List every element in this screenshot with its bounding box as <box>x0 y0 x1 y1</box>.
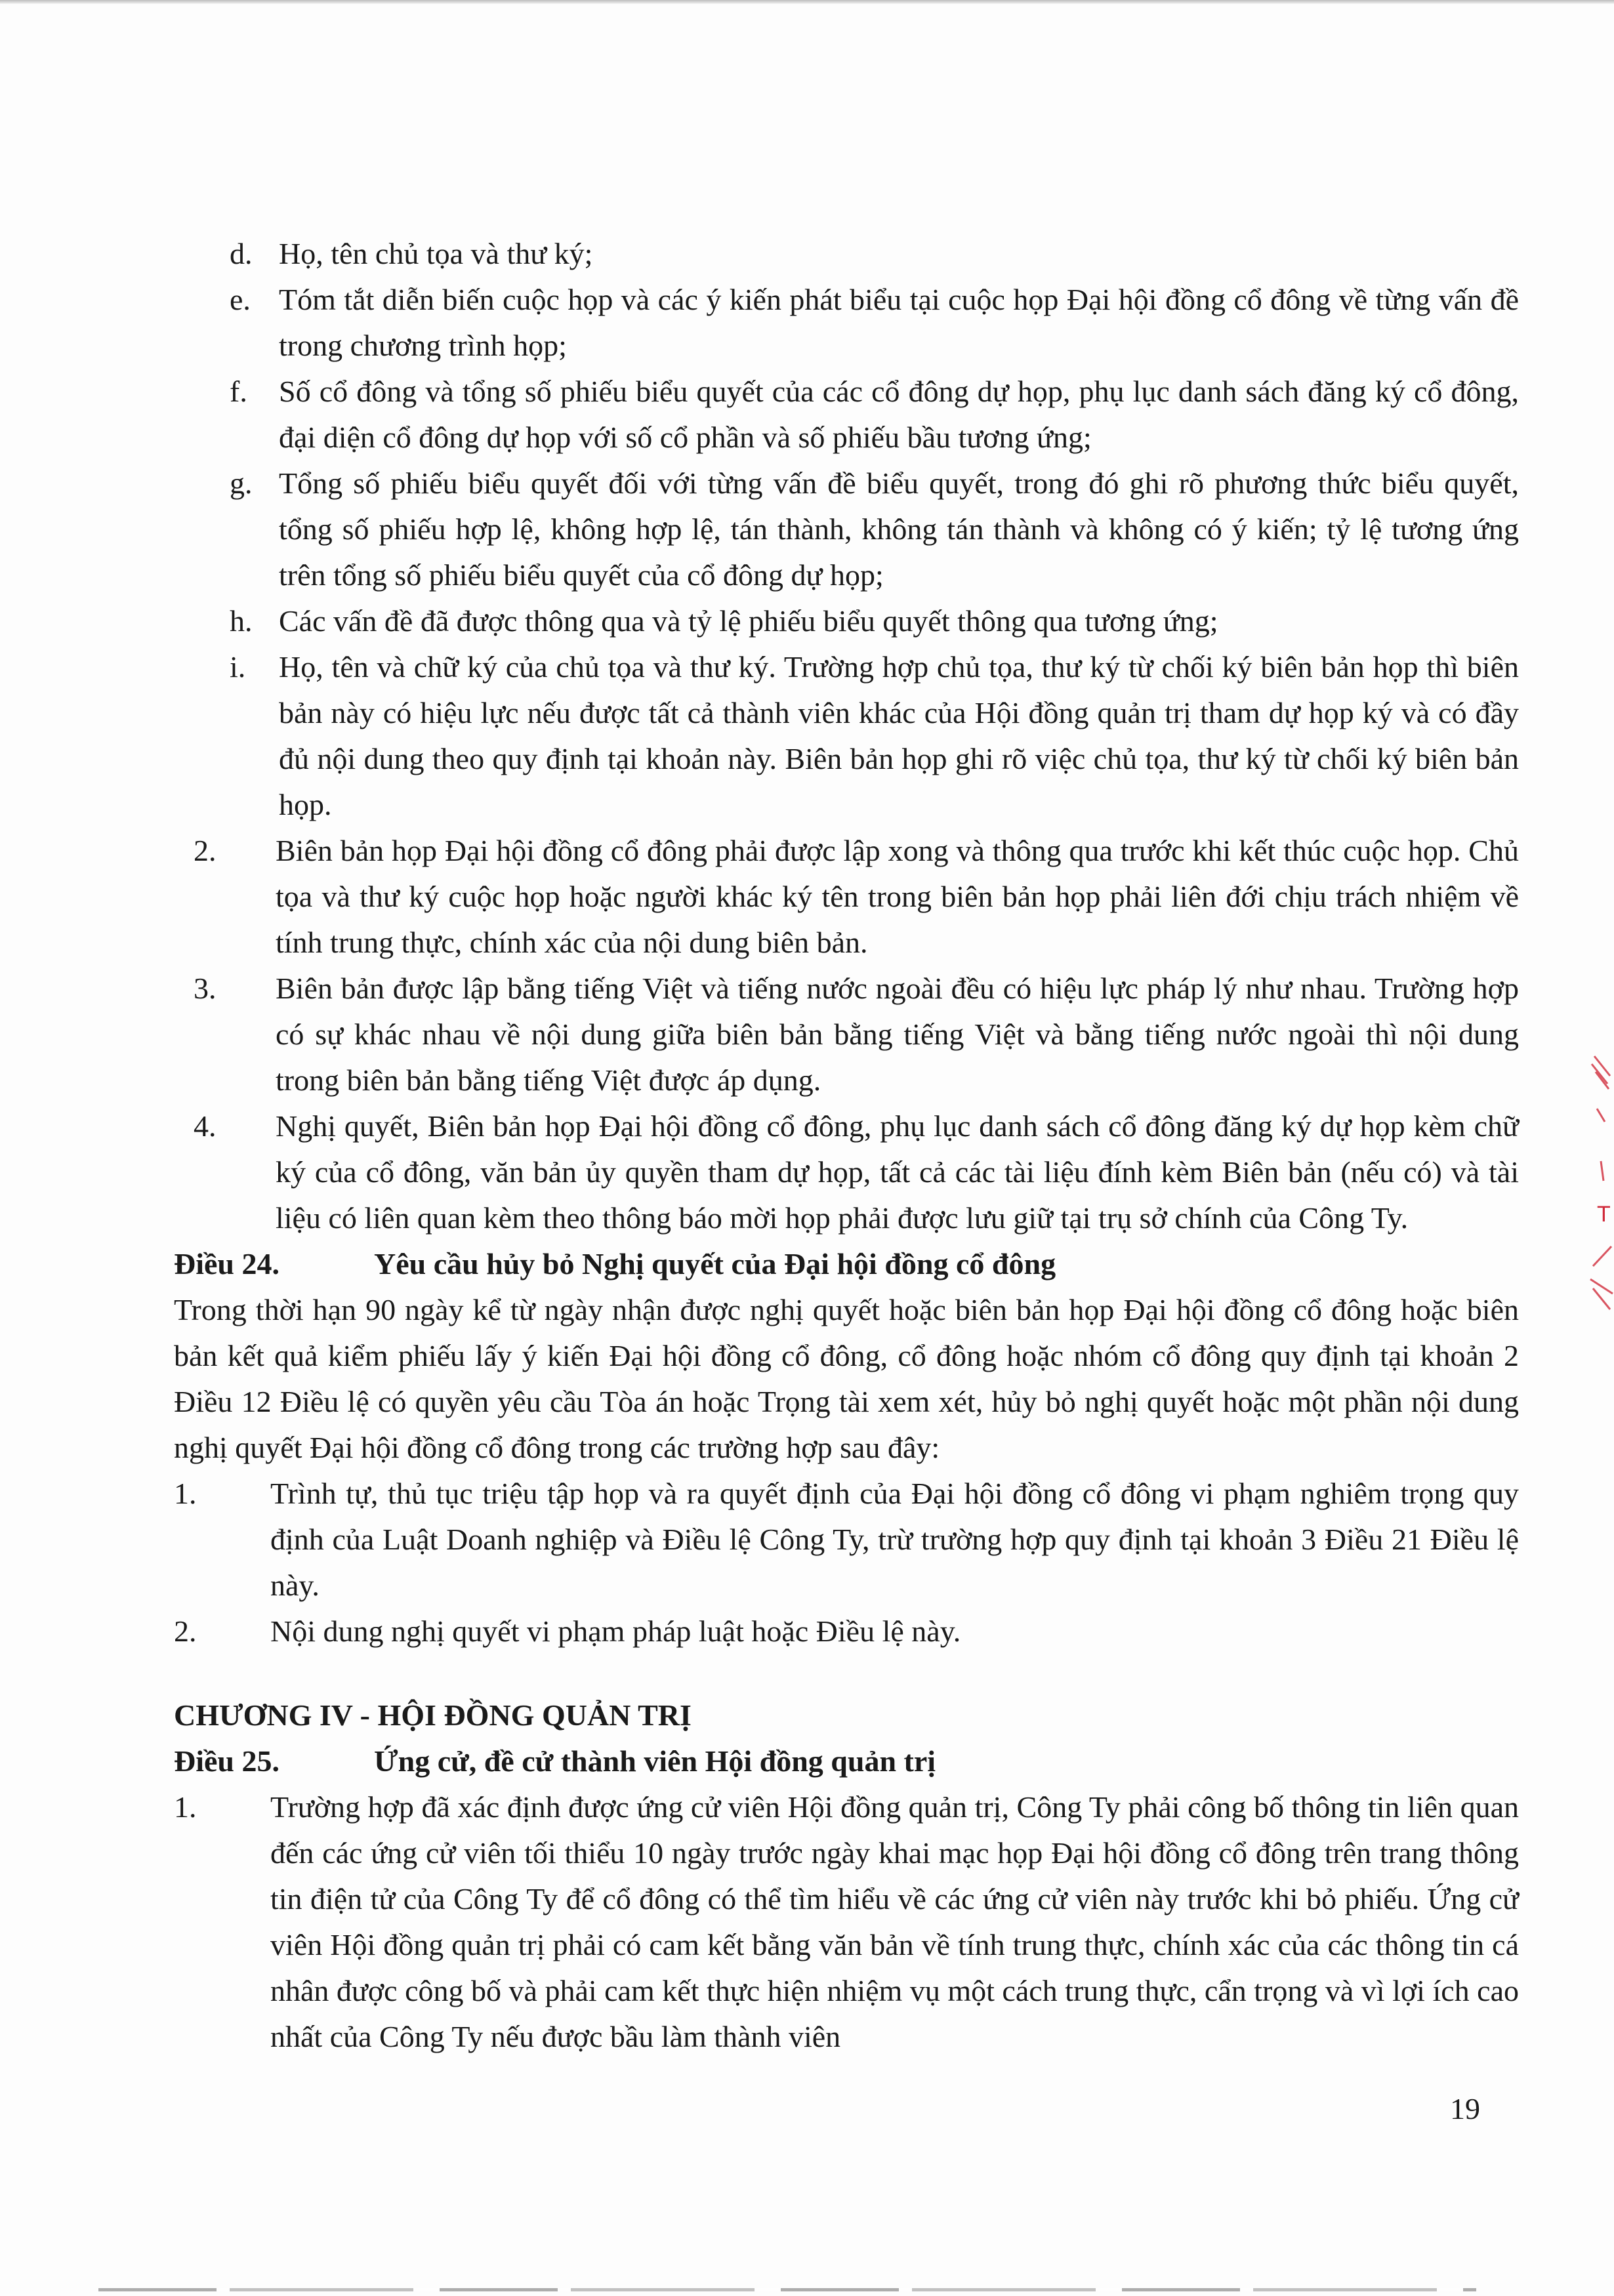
list-item-text: Nghị quyết, Biên bản họp Đại hội đồng cổ đông, phụ lục danh sách cổ đông đăng ký dự họp kèm chữ ký của cổ đông, văn bản ủy quyền tham dự họp, tất cả các tài liệu đính kèm Biên bản (nếu có) và tài liệu có liên quan kèm theo thông báo mời họp phải được lưu giữ tại trụ sở chính của Công Ty. <box>276 1109 1519 1235</box>
list-item-text: Số cổ đông và tổng số phiếu biểu quyết của các cổ đông dự họp, phụ lục danh sách đăng ký cổ đông, đại diện cổ đông dự họp với số cổ phần và số phiếu bầu tương ứng; <box>279 375 1519 454</box>
section-gap <box>174 1654 1519 1692</box>
stamp-letter: T <box>1597 1202 1611 1227</box>
list-item-text: Họ, tên và chữ ký của chủ tọa và thư ký. Trường hợp chủ tọa, thư ký từ chối ký biên bản họp thì biên bản này có hiệu lực nếu được tất cả thành viên khác của Hội đồng quản trị tham dự họp ký và có đầy đủ nội dung theo quy định tại khoản này. Biên bản họp ghi rõ việc chủ tọa, thư ký từ chối ký biên bản họp. <box>279 650 1519 821</box>
list-marker: h. <box>230 604 253 638</box>
list-item-e <box>174 277 1519 369</box>
list-marker: i. <box>230 650 246 684</box>
article-25-heading <box>174 1738 1519 1784</box>
scan-edge-bottom <box>98 2288 1476 2291</box>
list-marker: e. <box>230 283 251 316</box>
article-number: Điều 24. <box>174 1247 279 1281</box>
list-marker: f. <box>230 375 247 408</box>
list-item-text: Biên bản họp Đại hội đồng cổ đông phải được lập xong và thông qua trước khi kết thúc cuộc họp. Chủ tọa và thư ký cuộc họp hoặc người khác ký tên trong biên bản họp phải liên đới chịu trách nhiệm về tính trung thực, chính xác của nội dung biên bản. <box>276 834 1519 959</box>
article-24-item-2 <box>174 1609 1519 1654</box>
list-item-d <box>174 231 1519 277</box>
list-item-text: Nội dung nghị quyết vi phạm pháp luật hoặc Điều lệ này. <box>270 1614 961 1648</box>
article-title: Yêu cầu hủy bỏ Nghị quyết của Đại hội đồng cổ đông <box>374 1247 1056 1281</box>
list-marker: 3. <box>194 972 217 1005</box>
list-item-text: Họ, tên chủ tọa và thư ký; <box>279 237 593 270</box>
list-item-text: Biên bản được lập bằng tiếng Việt và tiếng nước ngoài đều có hiệu lực pháp lý như nhau. Trường hợp có sự khác nhau về nội dung giữa biên bản bằng tiếng Việt và bằng tiếng nước ngoài thì nội dung trong biên bản bằng tiếng Việt được áp dụng. <box>276 972 1519 1097</box>
list-marker: 1. <box>174 1790 197 1824</box>
list-item-i <box>174 644 1519 828</box>
article-25-item-1 <box>174 1784 1519 2060</box>
list-item-4 <box>174 1103 1519 1241</box>
article-24-intro: Trong thời hạn 90 ngày kể từ ngày nhận được nghị quyết hoặc biên bản họp Đại hội đồng cổ đông hoặc biên bản kết quả kiểm phiếu lấy ý kiến Đại hội đồng cổ đông, cổ đông hoặc nhóm cổ đông quy định tại khoản 2 Điều 12 Điều lệ có quyền yêu cầu Tòa án hoặc Trọng tài xem xét, hủy bỏ nghị quyết hoặc một phần nội dung nghị quyết Đại hội đồng cổ đông trong các trường hợp sau đây: <box>174 1293 1519 1464</box>
page-number: 19 <box>1450 2092 1480 2125</box>
list-item-3 <box>174 966 1519 1103</box>
list-item-2 <box>174 828 1519 966</box>
list-item-text: Tóm tắt diễn biến cuộc họp và các ý kiến phát biểu tại cuộc họp Đại hội đồng cổ đông về từng vấn đề trong chương trình họp; <box>279 283 1519 362</box>
list-marker: 2. <box>194 834 217 867</box>
list-item-f <box>174 369 1519 461</box>
list-item-text: Trường hợp đã xác định được ứng cử viên Hội đồng quản trị, Công Ty phải công bố thông tin liên quan đến các ứng cử viên tối thiểu 10 ngày trước ngày khai mạc họp Đại hội đồng cổ đông trên trang thông tin điện tử của Công Ty để cổ đông có thể tìm hiểu về các ứng cử viên này trước khi bỏ phiếu. Ứng cử viên Hội đồng quản trị phải có cam kết bằng văn bản về tính trung thực, chính xác của các thông tin cá nhân được công bố và phải cam kết thực hiện nhiệm vụ một cách trung thực, cẩn trọng và vì lợi ích cao nhất của Công Ty nếu được bầu làm thành viên <box>270 1790 1519 2053</box>
document-body <box>174 231 1519 2060</box>
article-number: Điều 25. <box>174 1744 279 1778</box>
list-marker: 2. <box>174 1614 197 1648</box>
scan-edge-top <box>0 0 1614 4</box>
list-item-h <box>174 598 1519 644</box>
list-marker: g. <box>230 466 253 500</box>
list-marker: 1. <box>174 1477 197 1510</box>
list-item-text: Trình tự, thủ tục triệu tập họp và ra quyết định của Đại hội đồng cổ đông vi phạm nghiêm trọng quy định của Luật Doanh nghiệp và Điều lệ Công Ty, trừ trường hợp quy định tại khoản 3 Điều 21 Điều lệ này. <box>270 1477 1519 1602</box>
list-item-text: Tổng số phiếu biểu quyết đối với từng vấn đề biểu quyết, trong đó ghi rõ phương thức biểu quyết, tổng số phiếu hợp lệ, không hợp lệ, tán thành, không tán thành và không có ý kiến; tỷ lệ tương ứng trên tổng số phiếu biểu quyết của cổ đông dự họp; <box>279 466 1519 592</box>
list-marker: d. <box>230 237 253 270</box>
list-item-g <box>174 461 1519 598</box>
chapter-heading: CHƯƠNG IV - HỘI ĐỒNG QUẢN TRỊ <box>174 1698 692 1732</box>
article-24-item-1 <box>174 1471 1519 1609</box>
article-title: Ứng cử, đề cử thành viên Hội đồng quản trị <box>374 1744 936 1778</box>
list-item-text: Các vấn đề đã được thông qua và tỷ lệ phiếu biểu quyết thông qua tương ứng; <box>279 604 1218 638</box>
seal-stamp-fragment <box>1588 1050 1614 1325</box>
article-24-heading <box>174 1241 1519 1287</box>
list-marker: 4. <box>194 1109 217 1143</box>
